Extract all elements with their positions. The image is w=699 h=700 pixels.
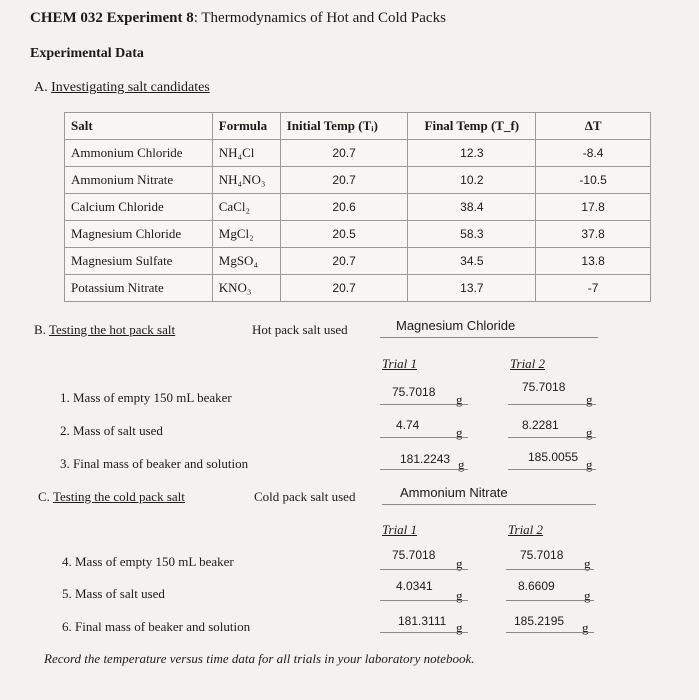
unit: g xyxy=(456,556,463,571)
delta-t: 13.8 xyxy=(536,248,651,275)
final-temp: 58.3 xyxy=(408,221,536,248)
trial-2-value: 185.2195 xyxy=(514,614,565,628)
final-temp: 12.3 xyxy=(408,140,536,167)
row-label: 4. Mass of empty 150 mL beaker xyxy=(62,554,234,569)
trial-2-value: 185.0055 xyxy=(528,450,579,464)
salt-name: Magnesium Sulfate xyxy=(65,248,213,275)
table-row xyxy=(65,248,651,275)
trial-2-value: 8.2281 xyxy=(522,418,559,432)
table-row xyxy=(65,167,651,194)
delta-t: 17.8 xyxy=(536,194,651,221)
answer-line xyxy=(508,469,596,470)
trial-2-value: 75.7018 xyxy=(522,380,566,394)
row-label: 2. Mass of salt used xyxy=(60,423,163,438)
initial-temp: 20.7 xyxy=(280,140,408,167)
answer-line xyxy=(506,600,594,601)
trial-1-value: 181.3111 xyxy=(398,614,447,628)
unit: g xyxy=(584,588,591,603)
initial-temp: 20.7 xyxy=(280,275,408,302)
salt-name: Ammonium Chloride xyxy=(65,140,213,167)
salt-formula: MgSO₄ xyxy=(212,248,280,275)
initial-temp: 20.6 xyxy=(280,194,408,221)
answer-line xyxy=(380,569,468,570)
row-label: 5. Mass of salt used xyxy=(62,586,165,601)
header-delta-t: ΔT xyxy=(536,113,651,140)
part-b-trial-2-header: Trial 2 xyxy=(510,356,546,371)
header-formula: Formula xyxy=(212,113,280,140)
answer-line xyxy=(506,569,594,570)
initial-temp: 20.7 xyxy=(280,167,408,194)
hot-pack-label: Hot pack salt used xyxy=(252,322,348,337)
salt-name: Magnesium Chloride xyxy=(65,221,213,248)
delta-t: -7 xyxy=(536,275,651,302)
final-temp: 38.4 xyxy=(408,194,536,221)
part-c-heading: C. Testing the cold pack salt xyxy=(38,489,185,504)
unit: g xyxy=(458,457,465,472)
part-a-heading: A. Investigating salt candidates xyxy=(34,80,210,95)
table-row xyxy=(65,221,651,248)
part-c-trial-2-header: Trial 2 xyxy=(508,522,544,537)
table-row xyxy=(65,275,651,302)
final-temp: 34.5 xyxy=(408,248,536,275)
cold-pack-underline xyxy=(382,504,596,505)
answer-line xyxy=(380,600,468,601)
unit: g xyxy=(456,392,463,407)
unit: g xyxy=(582,620,589,635)
trial-1-value: 181.2243 xyxy=(400,452,451,466)
salt-name: Ammonium Nitrate xyxy=(65,167,213,194)
table-row xyxy=(65,194,651,221)
trial-1-value: 75.7018 xyxy=(392,548,436,562)
row-label: 3. Final mass of beaker and solution xyxy=(60,456,249,471)
table-header-row xyxy=(65,113,651,140)
unit: g xyxy=(456,620,463,635)
delta-t: 37.8 xyxy=(536,221,651,248)
header-salt: Salt xyxy=(65,113,213,140)
final-temp: 10.2 xyxy=(408,167,536,194)
salt-name: Potassium Nitrate xyxy=(65,275,213,302)
delta-t: -10.5 xyxy=(536,167,651,194)
unit: g xyxy=(586,457,593,472)
initial-temp: 20.5 xyxy=(280,221,408,248)
answer-line xyxy=(380,632,468,633)
trial-1-value: 75.7018 xyxy=(392,385,436,399)
salt-formula: NH₄NO₃ xyxy=(212,167,280,194)
table-row xyxy=(65,140,651,167)
answer-line xyxy=(380,404,468,405)
hot-pack-underline xyxy=(380,337,598,338)
part-c-trial-1-header: Trial 1 xyxy=(382,522,418,537)
unit: g xyxy=(586,425,593,440)
hot-pack-salt-value: Magnesium Chloride xyxy=(396,318,516,333)
document-title: CHEM 032 Experiment 8: Thermodynamics of Hot and Cold Packs xyxy=(30,10,446,26)
section-title: Experimental Data xyxy=(30,46,144,61)
cold-pack-salt-value: Ammonium Nitrate xyxy=(400,485,508,500)
answer-line xyxy=(506,632,594,633)
answer-line xyxy=(380,437,468,438)
part-b-trial-1-header: Trial 1 xyxy=(382,356,418,371)
unit: g xyxy=(456,425,463,440)
answer-line xyxy=(508,404,596,405)
salt-name: Calcium Chloride xyxy=(65,194,213,221)
header-final-temp: Final Temp (T_f) xyxy=(408,113,536,140)
unit: g xyxy=(584,556,591,571)
trial-1-value: 4.74 xyxy=(396,418,420,432)
row-label: 6. Final mass of beaker and solution xyxy=(62,619,251,634)
trial-1-value: 4.0341 xyxy=(396,579,433,593)
row-label: 1. Mass of empty 150 mL beaker xyxy=(60,390,232,405)
salt-formula: NH₄Cl xyxy=(212,140,280,167)
salt-formula: CaCl₂ xyxy=(212,194,280,221)
trial-2-value: 8.6609 xyxy=(518,579,555,593)
cold-pack-label: Cold pack salt used xyxy=(254,489,356,504)
salt-formula: KNO₃ xyxy=(212,275,280,302)
answer-line xyxy=(380,469,468,470)
delta-t: -8.4 xyxy=(536,140,651,167)
salt-formula: MgCl₂ xyxy=(212,221,280,248)
answer-line xyxy=(508,437,596,438)
initial-temp: 20.7 xyxy=(280,248,408,275)
footer-note: Record the temperature versus time data for all trials in your laboratory notebook. xyxy=(44,651,475,666)
header-initial-temp: Initial Temp (Tᵢ) xyxy=(280,113,408,140)
final-temp: 13.7 xyxy=(408,275,536,302)
unit: g xyxy=(586,392,593,407)
salt-candidates-table xyxy=(64,112,651,302)
part-b-heading: B. Testing the hot pack salt xyxy=(34,322,176,337)
unit: g xyxy=(456,588,463,603)
trial-2-value: 75.7018 xyxy=(520,548,564,562)
